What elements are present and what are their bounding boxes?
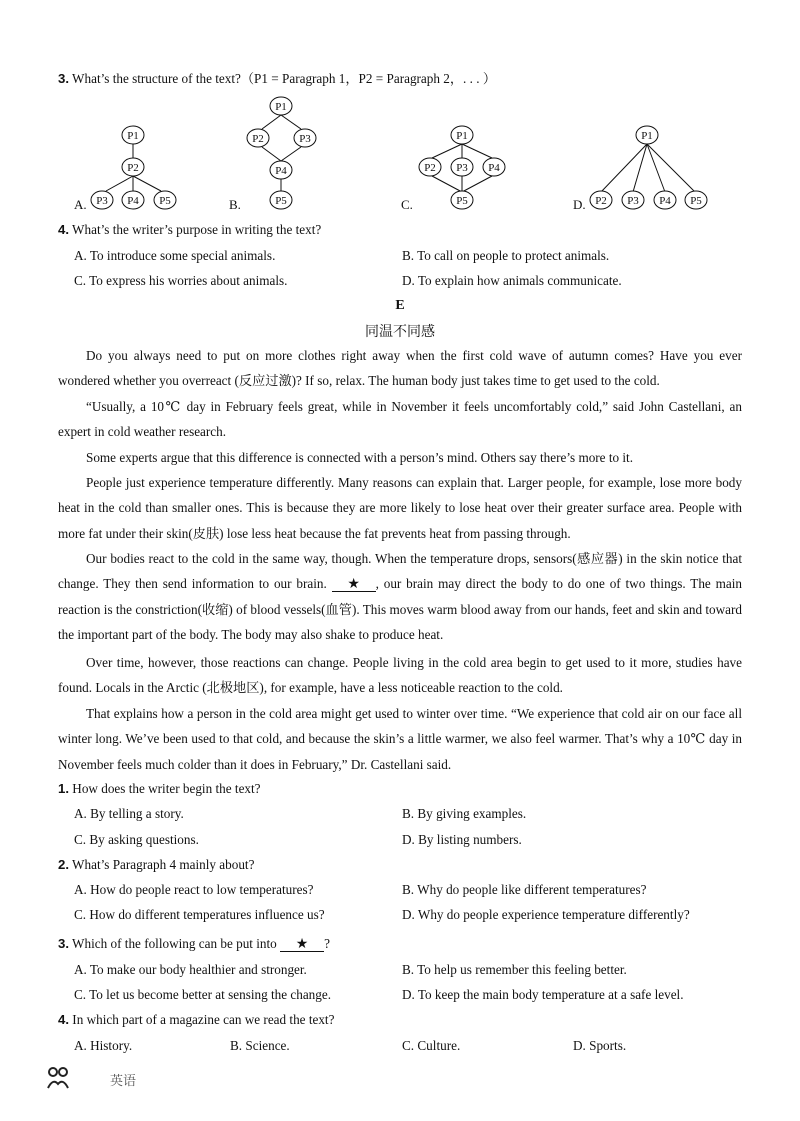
question-4 [58, 1012, 334, 1028]
passage-paragraph-7: That explains how a person in the cold area might get used to winter over time. “We experience that cold air on our face all winter long. We’ve been used to that cold, and because the skin’s a little warmer, we also feel warmer. That’s why a 10℃ day in November feels much colder than it does in February,” Dr. Castellani said. [58, 706, 742, 772]
question-3-structure [58, 71, 496, 87]
diagram-c-option-label: C. [401, 197, 413, 212]
star-blank: ★ [280, 937, 324, 952]
diagram-b-label-p5: P5 [275, 195, 287, 207]
question-1 [58, 781, 261, 797]
q4-option-c[interactable]: C. Culture. [402, 1038, 461, 1053]
question-4-purpose [58, 222, 321, 238]
q1-option-b[interactable]: B. By giving examples. [402, 806, 527, 821]
question-number: 4. [58, 1012, 69, 1027]
passage-paragraph-5: Our bodies react to the cold in the same way, though. When the temperature drops, sensors(感应器) in the skin notice that change. They then send information to our brain. ★ , our brain may direct the body to do one of two things. The main reaction is the constriction(收缩) of blood vessels(血管). This moves warm blood away from our hands, feet and skin and toward the important part of the body. The body may also shake to produce heat. [58, 551, 742, 642]
diagram-a-option-label: A. [74, 197, 87, 212]
diagram-a-label-p5: P5 [159, 195, 171, 207]
question-number: 4. [58, 222, 69, 237]
diagram-c-label-p2: P2 [424, 162, 436, 174]
diagram-d-label-p4: P4 [659, 195, 671, 207]
q1-option-a[interactable]: A. By telling a story. [74, 806, 184, 821]
diagram-d-label-p3: P3 [627, 195, 639, 207]
star-blank: ★ [332, 577, 376, 592]
diagram-c-label-p1: P1 [456, 130, 468, 142]
diagram-a-label-p4: P4 [127, 195, 139, 207]
q1-option-d[interactable]: D. By listing numbers. [402, 832, 522, 847]
question-3: 3. Which of the following can be put into ★ ? [58, 936, 330, 952]
passage-paragraph-4: People just experience temperature differently. Many reasons can explain that. Larger people, for example, lose more body heat in the cold than smaller ones. This is because they are more likely to lose heat over their greater surface area. People with more fat under their skin(皮肤) lose less heat because the fat prevents heat from passing through. [58, 475, 742, 541]
diagram-c-label-p4: P4 [488, 162, 500, 174]
footer-subject: 英语 [110, 1074, 137, 1089]
diagram-a-label-p1: P1 [127, 130, 139, 142]
diagram-a-label-p2: P2 [127, 162, 139, 174]
question-number: 2. [58, 857, 69, 872]
diagram-d-label-p5: P5 [690, 195, 702, 207]
question-text: What’s the structure of the text?（P1 = Paragraph 1，P2 = Paragraph 2，. . . ） [69, 71, 497, 86]
diagram-d-label-p2: P2 [595, 195, 607, 207]
question-text: What’s the writer’s purpose in writing the text? [69, 222, 322, 237]
q4-option-a[interactable]: A. History. [74, 1038, 133, 1053]
question-number: 3. [58, 71, 69, 86]
diagram-c-label-p5: P5 [456, 195, 468, 207]
q3-option-d[interactable]: D. To keep the main body temperature at a safe level. [402, 987, 684, 1002]
q4-option-b[interactable]: B. Science. [230, 1038, 290, 1053]
question-text: Which of the following can be put into [69, 936, 281, 951]
option-b[interactable]: B. To call on people to protect animals. [402, 248, 610, 263]
q4-option-d[interactable]: D. Sports. [573, 1038, 627, 1053]
section-title: 同温不同感 [365, 324, 435, 340]
diagram-b-label-p2: P2 [252, 133, 264, 145]
diagram-a-label-p3: P3 [96, 195, 108, 207]
q2-option-c[interactable]: C. How do different temperatures influence us? [74, 907, 325, 922]
q3-option-c[interactable]: C. To let us become better at sensing the change. [74, 987, 332, 1002]
structure-diagrams [0, 90, 800, 220]
passage-paragraph-2: “Usually, a 10℃ day in February feels great, while in November it feels uncomfortably cold,” said John Castellani, an expert in cold weather research. [58, 399, 742, 440]
question-text: How does the writer begin the text? [69, 781, 261, 796]
diagram-b-label-p3: P3 [299, 133, 311, 145]
section-letter: E [395, 298, 405, 313]
question-text: In which part of a magazine can we read the text? [69, 1012, 335, 1027]
q3-option-a[interactable]: A. To make our body healthier and stronger. [74, 962, 307, 977]
diagram-b-label-p4: P4 [275, 165, 287, 177]
diagram-b-option-label: B. [229, 197, 241, 212]
option-c[interactable]: C. To express his worries about animals. [74, 273, 288, 288]
passage-paragraph-3: Some experts argue that this difference is connected with a person’s mind. Others say there’s more to it. [86, 450, 634, 465]
question-text: What’s Paragraph 4 mainly about? [69, 857, 255, 872]
option-d[interactable]: D. To explain how animals communicate. [402, 273, 622, 288]
passage-paragraph-1: Do you always need to put on more clothes right away when the first cold wave of autumn comes? Have you ever wondered whether you overreact (反应过激)? If so, relax. The human body just takes time to get used to the cold. [58, 348, 742, 389]
diagram-d-option-label: D. [573, 197, 586, 212]
publisher-logo-icon [44, 1064, 72, 1092]
q2-option-d[interactable]: D. Why do people experience temperature differently? [402, 907, 690, 922]
diagram-d-label-p1: P1 [641, 130, 653, 142]
passage-paragraph-6: Over time, however, those reactions can change. People living in the cold area begin to get used to it more, studies have found. Locals in the Arctic (北极地区), for example, have a less noticeable reaction to the cold. [58, 655, 742, 696]
question-number: 3. [58, 936, 69, 951]
question-number: 1. [58, 781, 69, 796]
q3-option-b[interactable]: B. To help us remember this feeling better. [402, 962, 627, 977]
question-2 [58, 857, 254, 873]
option-a[interactable]: A. To introduce some special animals. [74, 248, 276, 263]
q1-option-c[interactable]: C. By asking questions. [74, 832, 199, 847]
q2-option-a[interactable]: A. How do people react to low temperatures? [74, 882, 314, 897]
diagram-b-label-p1: P1 [275, 101, 287, 113]
diagram-c-label-p3: P3 [456, 162, 468, 174]
q2-option-b[interactable]: B. Why do people like different temperatures? [402, 882, 647, 897]
